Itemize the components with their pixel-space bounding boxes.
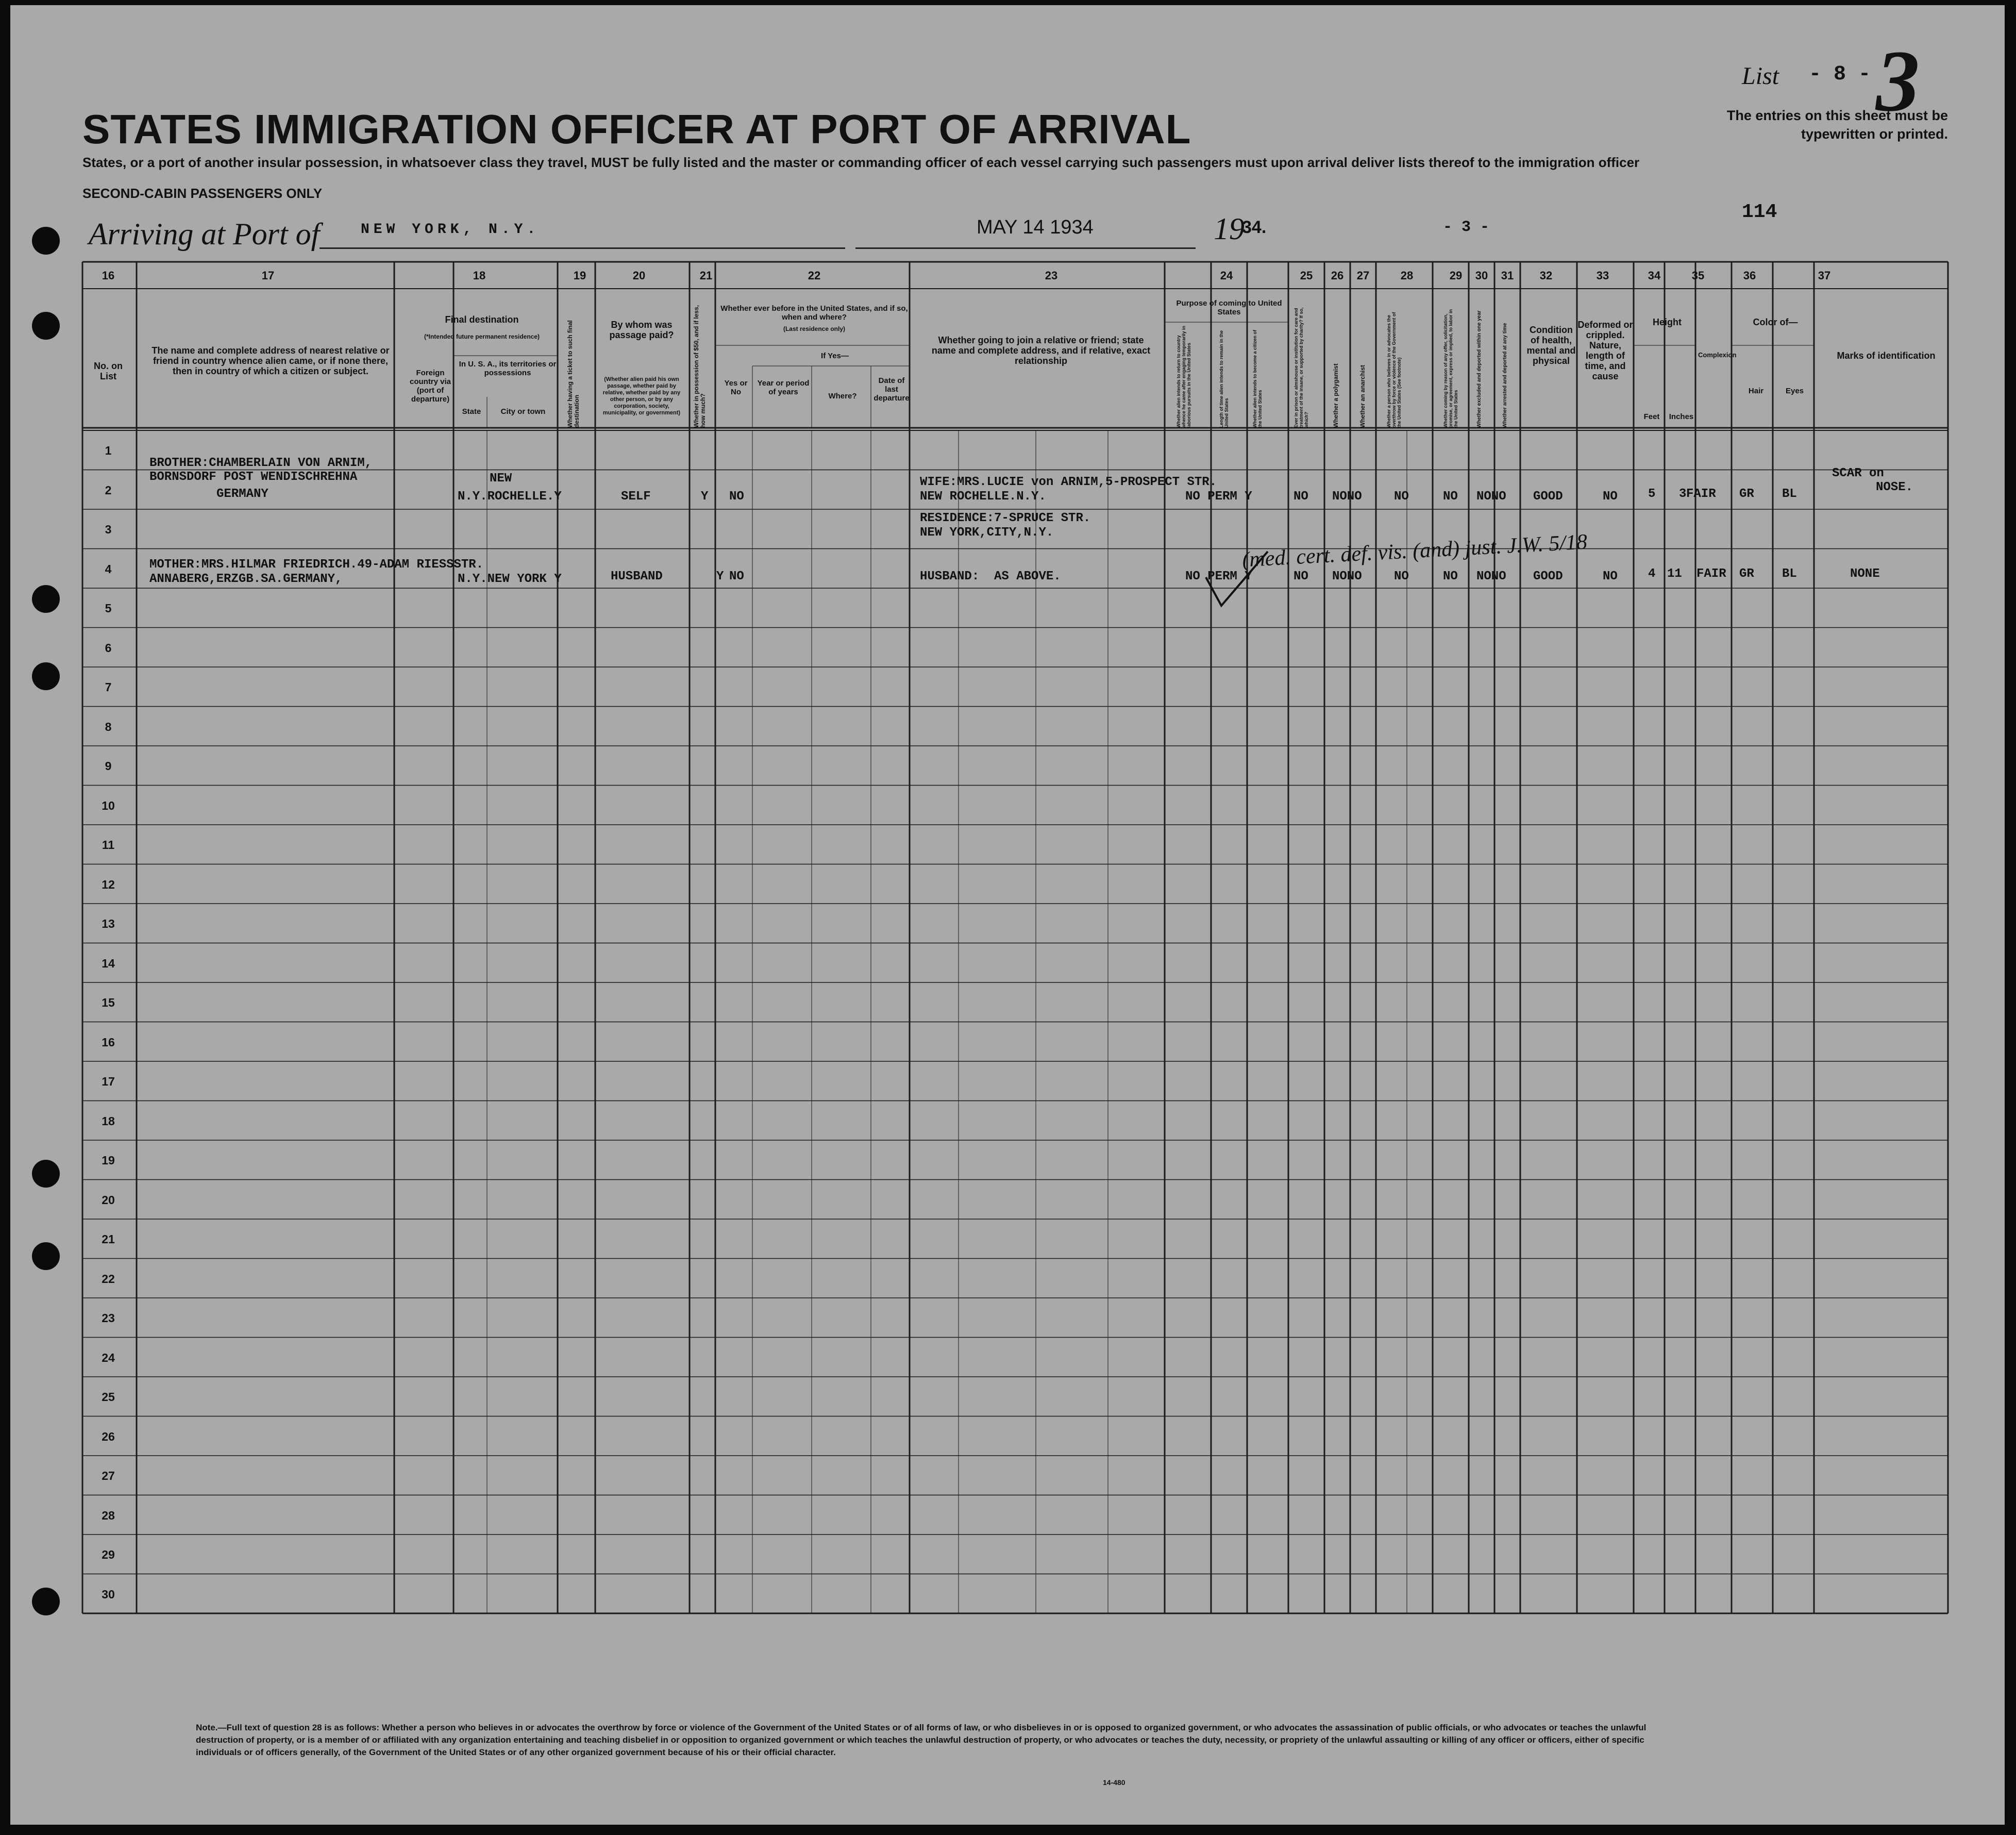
column-number: 26 — [1331, 269, 1344, 282]
row1-before: NO — [729, 490, 744, 504]
column-number: 22 — [808, 269, 821, 282]
row1-relative-line2: BORNSDORF POST WENDISCHREHNA — [149, 470, 358, 484]
row2-join-line1: RESIDENCE:7-SPRUCE STR. — [920, 511, 1091, 525]
header-final-destination: Final destination — [445, 314, 519, 325]
column-number: 30 — [1475, 269, 1488, 282]
header-year-period: Year or period of years — [757, 379, 810, 396]
header-final-destination-note: (*Intended future permanent residence) — [424, 333, 540, 340]
header-state: State — [462, 407, 481, 416]
header-hair: Hair — [1748, 387, 1764, 395]
header-ever-before: Whether ever before in the United States, and if so, when and where? — [720, 304, 908, 322]
column-number: 23 — [1045, 269, 1058, 282]
row1-marks-line1: SCAR on — [1832, 466, 1884, 480]
row-number: 27 — [102, 1469, 115, 1483]
row-number: 16 — [102, 1035, 115, 1049]
header-last-departure: Date of last departure — [873, 376, 910, 403]
header-marks: Marks of identification — [1837, 351, 1936, 361]
page-subtitle: States, or a port of another insular possession, in whatsoever class they travel, MUST be fully listed and the master or commanding officer of each vessel carrying such passengers must upon arrival deliver lists thereof to the immigration officer — [82, 155, 1640, 170]
header-complexion: Complexion — [1698, 351, 1737, 359]
row3-feet: 4 — [1648, 567, 1656, 581]
row3-c28: NO — [1394, 570, 1409, 583]
row1-passage: SELF — [621, 490, 651, 504]
sub-number: - 3 - — [1443, 219, 1490, 236]
row-number: 23 — [102, 1311, 115, 1325]
row-number: 1 — [105, 444, 112, 458]
row3-prison: NO — [1293, 570, 1308, 583]
row-number: 20 — [102, 1193, 115, 1207]
column-number: 32 — [1539, 269, 1553, 282]
port-value: NEW YORK, N.Y. — [361, 222, 540, 238]
row-number: 12 — [102, 877, 115, 891]
row-number: 9 — [105, 759, 112, 773]
row1-poly-anarch: NONO — [1332, 490, 1362, 504]
column-number: 25 — [1300, 269, 1313, 282]
row1-city-top: NEW — [490, 472, 512, 486]
row3-marks: NONE — [1850, 567, 1880, 581]
row1-eyes: BL — [1782, 487, 1797, 501]
header-no-on-list: No. on List — [94, 361, 123, 381]
column-number: 19 — [573, 269, 586, 282]
row3-purpose: NO PERM Y — [1185, 570, 1252, 583]
row-number: 22 — [102, 1272, 115, 1286]
row1-relative-line1: BROTHER:CHAMBERLAIN VON ARNIM, — [149, 456, 373, 470]
row3-inches: 11 — [1667, 567, 1682, 581]
row-number: 21 — [102, 1232, 115, 1246]
header-yes-no: Yes or No — [724, 379, 748, 396]
header-feet: Feet — [1643, 412, 1660, 421]
row1-join-line2: NEW ROCHELLE.N.Y. — [920, 490, 1046, 504]
row3-relative-line1: MOTHER:MRS.HILMAR FRIEDRICH.49-ADAM RIESSSTR. — [149, 558, 484, 572]
row-number: 15 — [102, 996, 115, 1010]
row1-c29: NO — [1443, 490, 1458, 504]
column-number: 18 — [473, 269, 486, 282]
list-label: List — [1742, 62, 1779, 90]
year-prefix: 19 — [1214, 212, 1245, 246]
row1-state-city: N.Y.ROCHELLE.Y — [458, 490, 562, 504]
row3-passage: HUSBAND — [611, 570, 663, 583]
header-health: Condition of health, mental and physical — [1526, 325, 1576, 366]
row-number: 13 — [102, 917, 115, 931]
column-number: 33 — [1596, 269, 1609, 282]
form-code: 14-480 — [1103, 1778, 1125, 1787]
year-suffix: 34. — [1242, 218, 1267, 237]
header-passage-note: (Whether alien paid his own passage, whether paid by relative, whether paid by any other person, or by any corporation, society, municipality, or government) — [602, 376, 681, 416]
row1-feet: 5 — [1648, 487, 1656, 501]
row-number: 3 — [105, 523, 112, 537]
row3-state-city: N.Y.NEW YORK Y — [458, 572, 562, 586]
header-purpose-return: Whether alien intends to return to country whence he came after engaging temporarily in laborious pursuits in the United States — [1176, 325, 1191, 428]
cabin-class: SECOND-CABIN PASSENGERS ONLY — [82, 186, 323, 201]
row-number: 28 — [102, 1508, 115, 1522]
row1-hair: GR — [1739, 487, 1754, 501]
row3-money: Y — [716, 570, 724, 583]
header-anarchist: Whether an anarchist — [1359, 364, 1366, 428]
header-height: Height — [1653, 317, 1682, 327]
handwritten-check-mark — [1201, 546, 1273, 613]
row3-eyes: BL — [1782, 567, 1797, 581]
header-deformed: Deformed or crippled. Nature, length of time, and cause — [1577, 320, 1633, 381]
row3-hair: GR — [1739, 567, 1754, 581]
column-number: 21 — [699, 269, 713, 282]
header-arrested: Whether arrested and deported at any time — [1502, 323, 1508, 428]
row3-deformed: NO — [1603, 570, 1618, 583]
row-number: 6 — [105, 641, 112, 655]
column-number: 34 — [1648, 269, 1661, 282]
row1-money: Y — [701, 490, 709, 504]
row-number: 7 — [105, 680, 112, 694]
column-number: 24 — [1220, 269, 1233, 282]
header-purpose-citizen: Whether alien intends to become a citizen of the United States — [1252, 329, 1263, 428]
footnote: Note.—Full text of question 28 is as follows: Whether a person who believes in or advocates the overthrow by force or violence of the Government of the United States or of all forms of law, or who disbelieves in or is opposed to organized government, or who advocates the assassination of public officials, or who advocates or teaches the unlawful destruction of property, or is a member of or affiliated with any organization entertaining and teaching disbelief in or opposition to organized government or which teaches the unlawful destruction of property, or who advocates or teaches the duty, necessity, or propriety of the unlawful assaulting or killing of any officer or officers, either of specific individuals or of officers generally, of the Government of the United States or of any other organized government because of his or their official character. — [196, 1723, 1647, 1757]
header-purpose: Purpose of coming to United States — [1176, 299, 1282, 316]
row1-join-line1: WIFE:MRS.LUCIE von ARNIM,5-PROSPECT STR. — [920, 475, 1217, 489]
header-excluded: Whether excluded and deported within one year — [1476, 310, 1482, 428]
header-foreign-country: Foreign country via (port of departure) — [409, 369, 451, 404]
header-money: Whether in possession of $50, and if less, how much? — [693, 305, 707, 428]
row-number: 18 — [102, 1114, 115, 1128]
header-prison: Ever in prison or almshouse or institution for care and treatment of the insane, or supported by charity? If so, which? — [1293, 307, 1309, 428]
port-label: Arriving at Port of — [89, 217, 320, 251]
row-number: 19 — [102, 1154, 115, 1167]
arrival-date: MAY 14 1934 — [977, 216, 1094, 238]
row3-before: NO — [729, 570, 744, 583]
row1-prison: NO — [1293, 490, 1308, 504]
manifest-sheet — [10, 5, 2005, 1825]
row2-join-line2: NEW YORK,CITY,N.Y. — [920, 526, 1054, 540]
list-value: - 8 - — [1809, 63, 1871, 86]
column-number: 20 — [632, 269, 646, 282]
row1-deformed: NO — [1603, 490, 1618, 504]
header-polygamist: Whether a polygamist — [1332, 363, 1339, 428]
header-in-usa: In U. S. A., its territories or possessions — [459, 360, 557, 377]
row3-relative-line2: ANNABERG,ERZGB.SA.GERMANY, — [149, 572, 343, 586]
row-number: 26 — [102, 1429, 115, 1443]
row1-purpose: NO PERM Y — [1185, 490, 1252, 504]
column-number: 35 — [1691, 269, 1705, 282]
column-number: 31 — [1501, 269, 1514, 282]
header-purpose-length: Length of time alien intends to remain in the United States — [1219, 330, 1229, 428]
column-number: 37 — [1818, 269, 1831, 282]
row-number: 11 — [102, 838, 115, 852]
header-join-relative: Whether going to join a relative or friend; state name and complete address, and if relative, exact relationship — [931, 335, 1151, 366]
header-color-of: Color of— — [1753, 317, 1798, 327]
column-number: 27 — [1356, 269, 1370, 282]
row-number: 29 — [102, 1548, 115, 1562]
row-number: 24 — [102, 1350, 115, 1364]
column-number: 36 — [1743, 269, 1756, 282]
header-labor-offer: Whether coming by reason of any offer, solicitation, promise, or agreement, express or implied, to labor in the United States — [1443, 309, 1458, 428]
row1-c28: NO — [1394, 490, 1409, 504]
header-nearest-relative: The name and complete address of nearest relative or friend in country whence alien came, or if none there, then in country of which a citizen or subject. — [152, 345, 390, 376]
row1-complexion: FAIR — [1686, 487, 1716, 501]
entries-note: The entries on this sheet must be typewritten or printed. — [1726, 108, 1948, 142]
column-number: 17 — [261, 269, 275, 282]
row3-c30-31: NONO — [1476, 570, 1506, 583]
row-number: 17 — [102, 1075, 115, 1089]
row-number: 8 — [105, 720, 112, 733]
row-number: 10 — [102, 798, 115, 812]
header-last-residence: (Last residence only) — [783, 325, 846, 332]
header-if-yes: If Yes— — [821, 352, 849, 360]
row1-relative-line3: GERMANY — [216, 487, 268, 501]
header-city: City or town — [500, 407, 546, 416]
column-number: 28 — [1400, 269, 1414, 282]
row-number: 14 — [102, 956, 115, 970]
row1-c30-31: NONO — [1476, 490, 1506, 504]
row3-health: GOOD — [1533, 570, 1563, 583]
list-handwritten-number: 3 — [1876, 32, 1920, 129]
row-number: 4 — [105, 562, 112, 576]
row3-join: HUSBAND: AS ABOVE. — [920, 570, 1061, 583]
header-overthrow: Whether a person who believes in or advocates the overthrow by force or violence of the Government of the United States (See footnote) — [1386, 312, 1402, 428]
row3-poly-anarch: NONO — [1332, 570, 1362, 583]
page-title: STATES IMMIGRATION OFFICER AT PORT OF ARRIVAL — [82, 106, 1191, 152]
column-number: 16 — [102, 269, 115, 282]
handwritten-annotation: (med. cert. def. vis. (and) just. J.W. 5/18 — [1241, 530, 1588, 572]
header-eyes: Eyes — [1785, 387, 1804, 395]
row3-c29: NO — [1443, 570, 1458, 583]
page-number: 114 — [1742, 201, 1777, 223]
column-number: 29 — [1449, 269, 1463, 282]
header-passage-paid: By whom was passage paid? — [609, 320, 674, 340]
row-number: 25 — [102, 1390, 115, 1404]
header-where: Where? — [828, 392, 857, 401]
row-number: 2 — [105, 483, 112, 497]
header-inches: Inches — [1669, 412, 1694, 421]
row-number: 30 — [102, 1587, 115, 1601]
row3-complexion: FAIR — [1696, 567, 1726, 581]
header-ticket: Whether having a ticket to such final destination — [566, 320, 580, 428]
row1-health: GOOD — [1533, 490, 1563, 504]
row1-marks-line2: NOSE. — [1876, 480, 1913, 494]
row-number: 5 — [105, 602, 112, 615]
row1-inches: 3 — [1679, 487, 1687, 501]
